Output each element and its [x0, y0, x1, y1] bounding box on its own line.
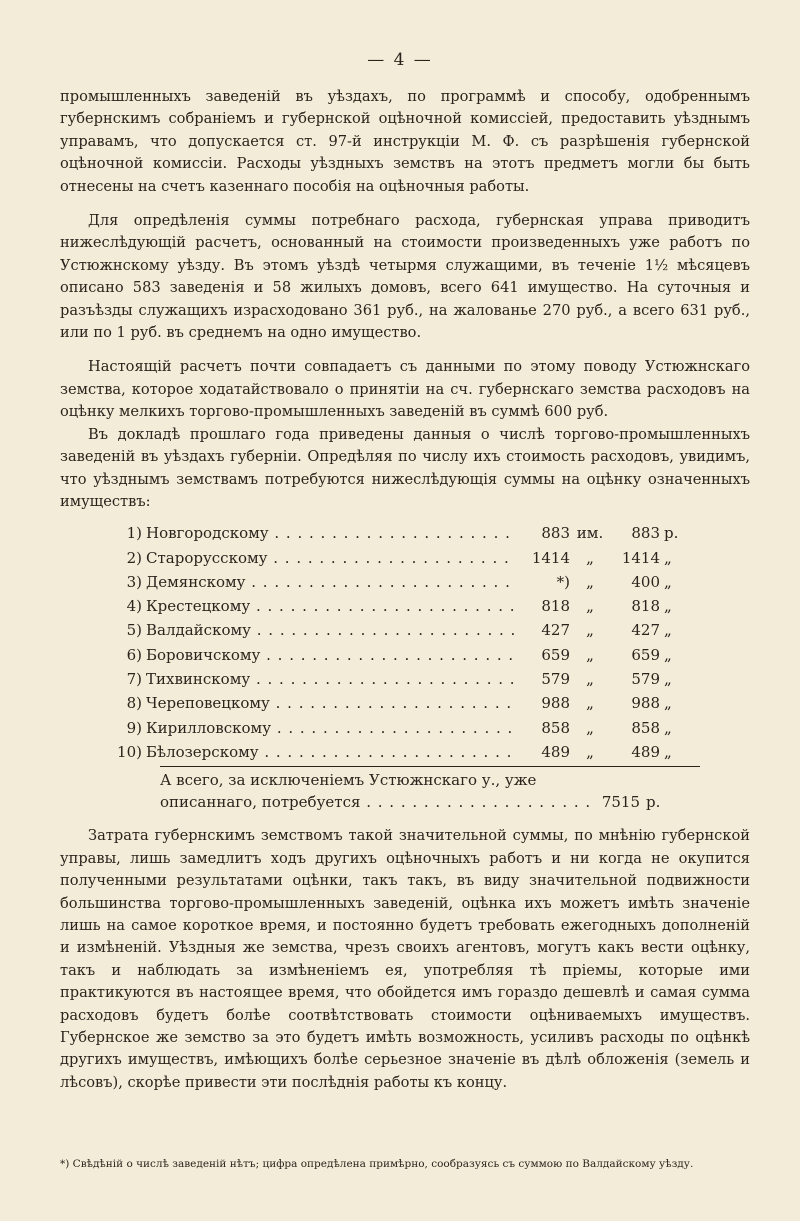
list-item	[100, 521, 750, 545]
item-cur: „	[664, 572, 672, 591]
item-count: 489	[541, 742, 570, 761]
list-item	[100, 546, 750, 570]
item-unit: „	[586, 742, 594, 761]
page-number: — 4 —	[367, 50, 433, 70]
item-name: Новгородскому . . .	[146, 522, 516, 544]
item-unit: „	[586, 718, 594, 737]
item-name: Валдайскому . . .	[146, 619, 516, 641]
item-num: 8)	[126, 694, 142, 713]
list-item	[100, 619, 750, 643]
item-num: 6)	[126, 645, 142, 664]
item-num: 7)	[126, 670, 142, 689]
total-rule	[160, 766, 700, 767]
item-num: 10)	[117, 742, 142, 761]
item-cur: „	[664, 645, 672, 664]
item-unit: им.	[576, 524, 604, 543]
item-rub: 883	[631, 524, 660, 543]
list-item	[100, 570, 750, 594]
item-name: Тихвинскому . . .	[146, 668, 516, 690]
item-cur: р.	[664, 524, 679, 543]
item-count: 858	[541, 718, 570, 737]
item-unit: „	[586, 572, 594, 591]
footnote: *) Свѣдѣній о числѣ заведеній нѣтъ; цифра опредѣлена примѣрно, сообразуясь съ суммою по Валдайскому уѣзду.	[60, 1158, 694, 1170]
total-line-2: описаннаго, потребуется . . .	[160, 791, 590, 813]
list-item	[100, 667, 750, 691]
item-num: 1)	[126, 524, 142, 543]
item-num: 5)	[126, 621, 142, 640]
total-value: 7515	[601, 793, 640, 812]
item-count: 988	[541, 694, 570, 713]
item-unit: „	[586, 621, 594, 640]
item-rub: 659	[631, 645, 660, 664]
paragraph-4: Въ докладѣ прошлаго года приведены данныя о числѣ торгово-промышленныхъ заведеній въ уѣздахъ губерніи. Опредѣляя по числу ихъ стоимость расходовъ, увидимъ, что уѣзднымъ земствамъ потребуются нижеслѣдующія суммы на оцѣнку означенныхъ имуществъ:	[60, 425, 750, 510]
item-rub: 818	[631, 597, 660, 616]
list-item	[100, 594, 750, 618]
item-num: 3)	[126, 572, 142, 591]
item-rub: 579	[631, 670, 660, 689]
item-count: 818	[541, 597, 570, 616]
item-cur: „	[664, 694, 672, 713]
item-rub: 400	[631, 572, 660, 591]
paragraph-2: Для опредѣленія суммы потребнаго расхода, губернская управа приводитъ нижеслѣдующій расчетъ, основанный на стоимости произведенныхъ уже работъ по Устюжнскому уѣзду. Въ этомъ уѣздѣ четырмя служащими, въ теченіе 1½ мѣсяцевъ описано 583 заведенія и 58 жилыхъ домовъ, всего 641 имущество. На суточныя и разъѣзды служащихъ израсходовано 361 руб., на жалованье 270 руб., а всего 631 руб., или по 1 руб. въ среднемъ на одно имущество.	[60, 212, 750, 342]
item-rub: 427	[631, 621, 660, 640]
item-name: Череповецкому . . .	[146, 692, 516, 714]
item-count: 427	[541, 621, 570, 640]
list-item	[100, 716, 750, 740]
item-name: Крестецкому . . .	[146, 595, 516, 617]
item-num: 4)	[126, 597, 142, 616]
document-body	[60, 86, 750, 1094]
item-count: 1414	[531, 548, 570, 567]
total-line-1: А всего, за исключеніемъ Устюжнскаго у., уже	[160, 771, 537, 790]
item-unit: „	[586, 670, 594, 689]
list-item	[100, 643, 750, 667]
item-cur: „	[664, 670, 672, 689]
item-name: Боровичскому . . .	[146, 644, 516, 666]
total-block	[160, 769, 750, 813]
item-rub: 988	[631, 694, 660, 713]
item-unit: „	[586, 645, 594, 664]
item-cur: „	[664, 548, 672, 567]
item-cur: „	[664, 718, 672, 737]
list-item	[100, 691, 750, 715]
item-cur: „	[664, 742, 672, 761]
item-name: Старорусскому . . .	[146, 547, 516, 569]
item-name: Бѣлозерскому . . .	[146, 741, 516, 763]
item-unit: „	[586, 597, 594, 616]
item-num: 2)	[126, 548, 142, 567]
item-rub: 858	[631, 718, 660, 737]
item-cur: „	[664, 597, 672, 616]
item-count: *)	[556, 572, 570, 591]
item-rub: 489	[631, 742, 660, 761]
item-num: 9)	[126, 718, 142, 737]
total-currency: р.	[646, 793, 661, 812]
list-item	[100, 740, 750, 764]
item-unit: „	[586, 548, 594, 567]
district-list	[100, 521, 750, 764]
paragraph-closing: Затрата губернскимъ земствомъ такой значительной суммы, по мнѣнію губернской управы, лишь замедлитъ ходъ другихъ оцѣночныхъ работъ и ни когда не окупится полученными результатами оцѣнки, такъ такъ, въ виду значительной подвижности большинства торгово-промышленныхъ заведеній, оцѣнка ихъ можетъ имѣть значеніе лишь на самое короткое время, и постоянно будетъ требовать ежегодныхъ дополненій и измѣненій. Уѣздныя же земства, чрезъ своихъ агентовъ, могутъ какъ вести оцѣнку, такъ и наблюдать за измѣненіемъ ея, употребляя тѣ пріемы, которые ими практикуются въ настоящее время, что обойдется имъ гораздо дешевлѣ и самая сумма расходовъ будетъ болѣе соотвѣтствовать стоимости оцѣниваемыхъ имуществъ. Губернское же земство за это будетъ имѣть возможность, усиливъ расходы по оцѣнкѣ другихъ имуществъ, имѣющихъ болѣе серьезное значеніе въ дѣлѣ обложенія (земель и лѣсовъ), скорѣе привести эти послѣднія работы къ концу.	[60, 827, 750, 1091]
item-name: Кирилловскому . . .	[146, 717, 516, 739]
item-count: 883	[541, 524, 570, 543]
paragraph-1: промышленныхъ заведеній въ уѣздахъ, по программѣ и способу, одобреннымъ губернскимъ собраніемъ и губернской оцѣночной комиссіей, предоставить уѣзднымъ управамъ, что допускается ст. 97-й инструкціи М. Ф. съ разрѣшенія губернской оцѣночной комиссіи. Расходы уѣздныхъ земствъ на этотъ предметъ могли бы быть отнесены на счетъ казеннаго пособія на оцѣночныя работы.	[60, 88, 750, 195]
item-unit: „	[586, 694, 594, 713]
item-name: Демянскому . . .	[146, 571, 516, 593]
item-cur: „	[664, 621, 672, 640]
item-count: 659	[541, 645, 570, 664]
item-rub: 1414	[621, 548, 660, 567]
paragraph-3: Настоящій расчетъ почти совпадаетъ съ данными по этому поводу Устюжнскаго земства, которое ходатайствовало о принятіи на сч. губернскаго земства расходовъ на оцѣнку мелкихъ торгово-промышленныхъ заведеній въ суммѣ 600 руб.	[60, 358, 750, 421]
item-count: 579	[541, 670, 570, 689]
